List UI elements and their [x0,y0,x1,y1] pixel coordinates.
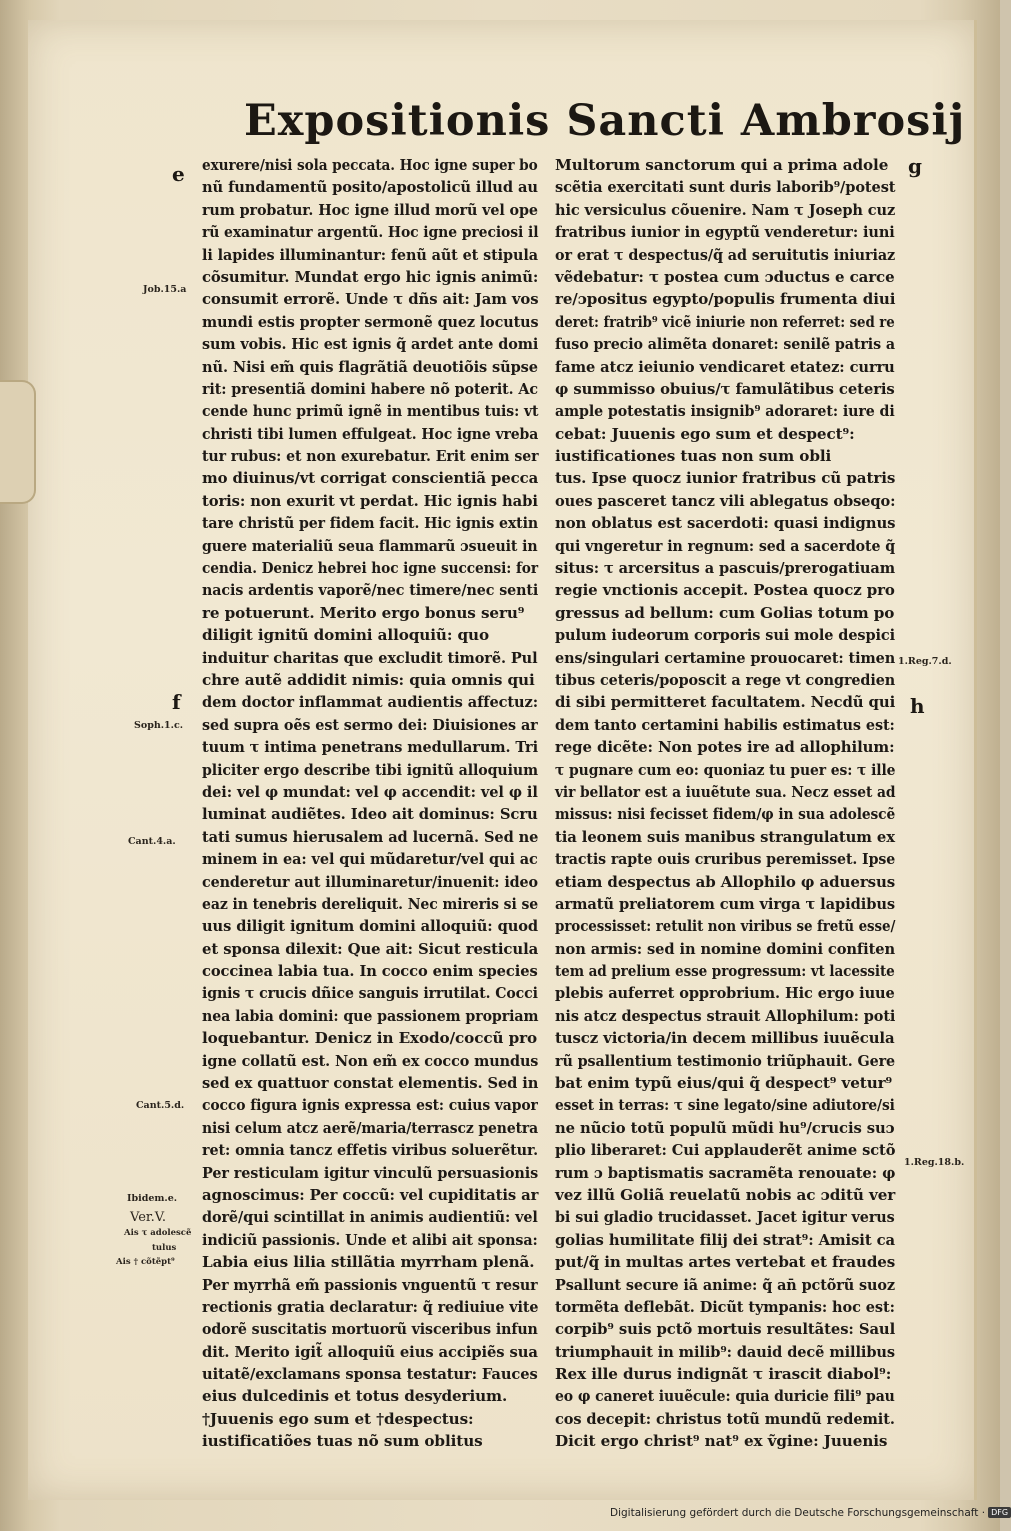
book-clasp [0,380,36,504]
text-line: rum probatur. Hoc igne illud morũ vel ope [202,200,538,219]
text-line: vẽdebatur: τ postea cum ɔductus e carce [555,267,895,286]
text-line: rum ɔ baptismatis sacramẽta renouate: φ [555,1163,896,1182]
text-line: Per resticulam igitur vinculũ persuasionis [202,1163,539,1182]
section-letter-e: e [172,162,185,186]
text-line: cende hunc primũ ignẽ in mentibus tuis: vt [202,402,539,421]
text-line: tormẽta deflebãt. Dicũt tympanis: hoc est: [555,1297,895,1316]
right-text-column [555,154,895,1453]
text-line: tuscz victoria/in decem millibus iuuẽcula [555,1029,895,1048]
text-line: dem tanto certamini habilis estimatus est: [555,715,895,734]
text-line: corpib⁹ suis pctõ mortuis resultãtes: Saul [555,1320,896,1339]
margin-note-versus-c: Ais † cõtẽpt⁹ [116,1257,175,1267]
text-line: cos decepit: christus totũ mundũ redemit. [555,1409,895,1428]
text-line: fratribus iunior in egyptũ venderetur: iuni [555,223,895,242]
text-line: pulum iudeorum corporis sui mole despici [555,626,896,645]
text-line: sed supra oẽs est sermo dei: Diuisiones ar [202,715,538,734]
text-line: nũ fundamentũ posito/apostolicũ illud au [202,178,538,197]
text-line: chre autẽ addidit nimis: quia omnis qui [202,670,535,689]
text-line: minem in ea: vel qui mũdaretur/vel qui ac [202,850,538,869]
text-line: iustificationes tuas non sum obli [555,447,832,466]
text-line: dorẽ/qui scintillat in animis audientiũ: vel [202,1208,538,1227]
text-line: tem ad prelium esse progressum: vt lacessite [555,962,895,981]
text-line: sed ex quattuor constat elementis. Sed in [202,1074,539,1093]
text-line: ne nũcio totũ populũ mũdi hu⁹/crucis suɔ [555,1118,895,1137]
text-line: mo diuinus/vt corrigat conscientiã pecca [202,469,539,488]
text-line: mundi estis propter sermonẽ quez locutus [202,312,539,331]
text-line: situs: τ arcersitus a pascuis/prerogatiuam [555,559,896,578]
text-line: cendia. Denicz hebrei hoc igne succensi: for [202,559,538,578]
text-line: cenderetur aut illuminaretur/inuenit: ideo [202,872,538,891]
text-line: dit. Merito igit̃ alloquiũ eius accipiẽs sua [202,1342,538,1361]
text-line: esset in terras: τ sine legato/sine adiutore/si [555,1096,895,1115]
text-line: re/ɔpositus egypto/populis frumenta diui [555,290,896,309]
text-line: Labia eius lilia stillãtia myrrham plenã. [202,1253,535,1272]
text-line: φ summisso obuius/τ famulãtibus ceteris [555,379,895,398]
margin-note-versus-b: tulus [152,1243,177,1253]
footer-text: Digitalisierung gefördert durch die Deutsche Forschungsgemeinschaft · [610,1507,986,1519]
text-line: τ pugnare cum eo: quoniaz tu puer es: τ ille [555,760,896,779]
section-letter-f: f [172,690,181,714]
text-line: cebat: Juuenis ego sum et despect⁹: [555,424,855,443]
text-line: or erat τ despectus/q̃ ad seruitutis iniuriaz [555,245,896,264]
text-line: hic versiculus cõuenire. Nam τ Joseph cuz [555,200,896,219]
text-line: fuso precio alimẽta donaret: senilẽ patris a [555,335,895,354]
text-line: ignis τ crucis dñice sanguis irrutilat. Cocci [202,984,538,1003]
text-line: et sponsa dilexit: Que ait: Sicut resticula [202,939,539,958]
text-line: eaz in tenebris dereliquit. Nec mireris si se [202,894,539,913]
text-line: christi tibi lumen effulgeat. Hoc igne vreba [202,424,539,443]
margin-note-versus-a: Ais τ adolescẽ [124,1228,192,1238]
margin-note-reg-2: 1.Reg.18.b. [904,1157,965,1168]
section-letter-h: h [910,694,925,718]
text-line: tractis rapte ouis cruribus peremisset. Ipse [555,850,896,869]
text-line: cocco figura ignis expressa est: cuius vapor [202,1096,538,1115]
text-line: regie vnctionis accepit. Postea quocz pro [555,581,895,600]
text-line: tus. Ipse quocz iunior fratribus cũ patris [555,469,896,488]
text-line: luminat audiẽtes. Ideo ait dominus: Scru [202,805,538,824]
text-line: tibus ceteris/poposcit a rege vt congredien [555,670,896,689]
text-line: di sibi permitteret facultatem. Necdũ qui [555,693,896,712]
text-line: dei: vel φ mundat: vel φ accendit: vel φ il [202,782,538,801]
text-line: pliciter ergo describe tibi ignitũ alloquium [202,760,538,779]
text-line: ample potestatis insignib⁹ adoraret: iure di [555,402,895,421]
text-line: qui vngeretur in regnum: sed a sacerdote q̃ [555,536,895,555]
text-line: etiam despectus ab Allophilo φ aduersus [555,872,896,891]
text-line: gressus ad bellum: cum Golias totum po [555,603,895,622]
text-line: plio liberaret: Cui applauderẽt anime sctõ [555,1141,896,1160]
text-line: dem doctor inflammat audientis affectuz: [202,693,539,712]
margin-note-cant5: Cant.5.d. [136,1100,185,1111]
margin-note-versus: Ver.V. [130,1210,167,1225]
text-line: diligit ignitũ domini alloquiũ: quo [202,626,490,645]
text-line: igne collatũ est. Non em̃ ex cocco mundus [202,1051,539,1070]
text-line: agnoscimus: Per coccũ: vel cupiditatis ar [202,1185,539,1204]
text-line: nea labia domini: que passionem propriam [202,1006,539,1025]
margin-note-cant4: Cant.4.a. [128,836,176,847]
text-line: nacis ardentis vaporẽ/nec timere/nec senti [202,581,539,600]
text-line: nis atcz despectus strauit Allophilum: poti [555,1006,896,1025]
text-line: tati sumus hierusalem ad lucernã. Sed ne [202,827,539,846]
text-line: ret: omnia tancz effetis viribus soluerẽtur. [202,1141,539,1160]
text-line: guere materialiũ seua flammarũ ɔsueuit in [202,536,538,555]
text-line: non oblatus est sacerdoti: quasi indignus [555,514,896,533]
text-line: rit: presentiã domini habere nõ poterit. Ac [202,379,538,398]
text-line: bat enim typũ eius/qui q̃ despect⁹ vetur⁹ [555,1074,893,1093]
text-line: eo φ caneret iuuẽcule: quia duricie fili⁹ pau [555,1387,895,1406]
text-line: Per myrrhã em̃ passionis vnguentũ τ resur [202,1275,538,1294]
text-line: Psallunt secure iã anime: q̃ an̄ pctõrũ suoz [555,1275,895,1294]
text-line: odorẽ suscitatis mortuorũ visceribus infun [202,1320,538,1339]
text-line: fame atcz ieiunio vendicaret etatez: curru [555,357,895,376]
text-line: oues pasceret tancz vili ablegatus obseqo: [555,491,896,510]
page-title: Expositionis Sancti Ambrosij [244,96,966,146]
margin-note-reg-1: 1.Reg.7.d. [898,656,952,667]
text-line: tur rubus: et non exurebatur. Erit enim ser [202,447,539,466]
text-line: tia leonem suis manibus strangulatum ex [555,827,895,846]
dfg-logo: DFG [988,1507,1011,1518]
text-line: loquebantur. Denicz in Exodo/coccũ pro [202,1029,538,1048]
text-line: †Juuenis ego sum et †despectus: [202,1409,474,1428]
text-line: nisi celum atcz aerẽ/maria/terrascz penetra [202,1118,539,1137]
text-line: coccinea labia tua. In cocco enim species [202,962,538,981]
text-line: rege dicẽte: Non potes ire ad allophilum: [555,738,895,757]
text-line: plebis auferret opprobrium. Hic ergo iuue [555,984,895,1003]
text-line: iustificatiões tuas nõ sum oblitus [202,1432,483,1451]
text-line: tare christũ per fidem facit. Hic ignis extin [202,514,538,533]
text-line: exurere/nisi sola peccata. Hoc igne super bo [202,156,538,174]
text-line: toris: non exurit vt perdat. Hic ignis habi [202,491,538,510]
text-line: sum vobis. Hic est ignis q̃ ardet ante domi [202,335,539,354]
text-line: uus diligit ignitum domini alloquiũ: quod [202,917,539,936]
text-line: li lapides illuminantur: fenũ aũt et stipula [202,245,538,264]
margin-note-soph: Soph.1.c. [134,720,184,731]
text-line: rectionis gratia declaratur: q̃ rediuiue vite [202,1297,539,1316]
text-line: eius dulcedinis et totus desyderium. [202,1387,508,1406]
text-line: vez illũ Goliã reuelatũ nobis ac ɔditũ ver [555,1185,896,1204]
text-line: rũ examinatur argentũ. Hoc igne preciosi il [202,223,539,242]
text-line: rũ psallentium testimonio triũphauit. Gere [555,1051,896,1070]
text-line: Rex ille durus indignãt τ irascit diabol⁹: [555,1365,892,1384]
text-line: vir bellator est a iuuẽtute sua. Necz esset ad [555,782,896,801]
left-text-column [202,154,538,1453]
text-line: consumit errorẽ. Unde τ dñs ait: Jam vos [202,290,539,309]
text-line: non armis: sed in nomine domini confiten [555,939,895,958]
section-letter-g: g [908,154,922,178]
margin-note-ibidem: Ibidem.e. [127,1193,178,1204]
text-line: armatũ preliatorem cum virga τ lapidibus [555,894,896,913]
text-line: ens/singulari certamine prouocaret: timen [555,648,896,667]
text-line: golias humilitate filij dei strat⁹: Amisit ca [555,1230,896,1249]
text-line: re potuerunt. Merito ergo bonus seru⁹ [202,603,525,622]
text-line: Multorum sanctorum qui a prima adole [555,156,889,174]
text-line: induitur charitas que excludit timorẽ. Pul [202,648,538,667]
text-line: bi sui gladio trucidasset. Jacet igitur verus [555,1208,895,1227]
text-line: Dicit ergo christ⁹ nat⁹ ex ṽgine: Juuenis [555,1432,888,1451]
digitization-footer [610,1507,1009,1525]
text-line: nũ. Nisi em̃ quis flagrãtiã deuotiõis sũpse [202,357,538,376]
text-line: cõsumitur. Mundat ergo hic ignis animũ: [202,267,539,286]
text-line: deret: fratrib⁹ vicẽ iniurie non referret: sed re [555,312,895,331]
text-line: processisset: retulit non viribus se fretũ esse/ [555,917,896,936]
text-line: tuum τ intima penetrans medullarum. Tri [202,738,539,757]
text-line: indiciũ passionis. Unde et alibi ait sponsa: [202,1230,538,1249]
margin-note-job: Job.15.a [143,284,187,295]
text-line: scẽtia exercitati sunt duris laborib⁹/potest [555,178,896,197]
text-line: put/q̃ in multas artes vertebat et fraudes [555,1253,896,1272]
text-line: uitatẽ/exclamans sponsa testatur: Fauces [202,1365,538,1384]
text-line: missus: nisi fecisset fidem/φ in sua adolescẽ [555,805,896,824]
text-line: triumphauit in milib⁹: dauid decẽ millibus [555,1342,895,1361]
